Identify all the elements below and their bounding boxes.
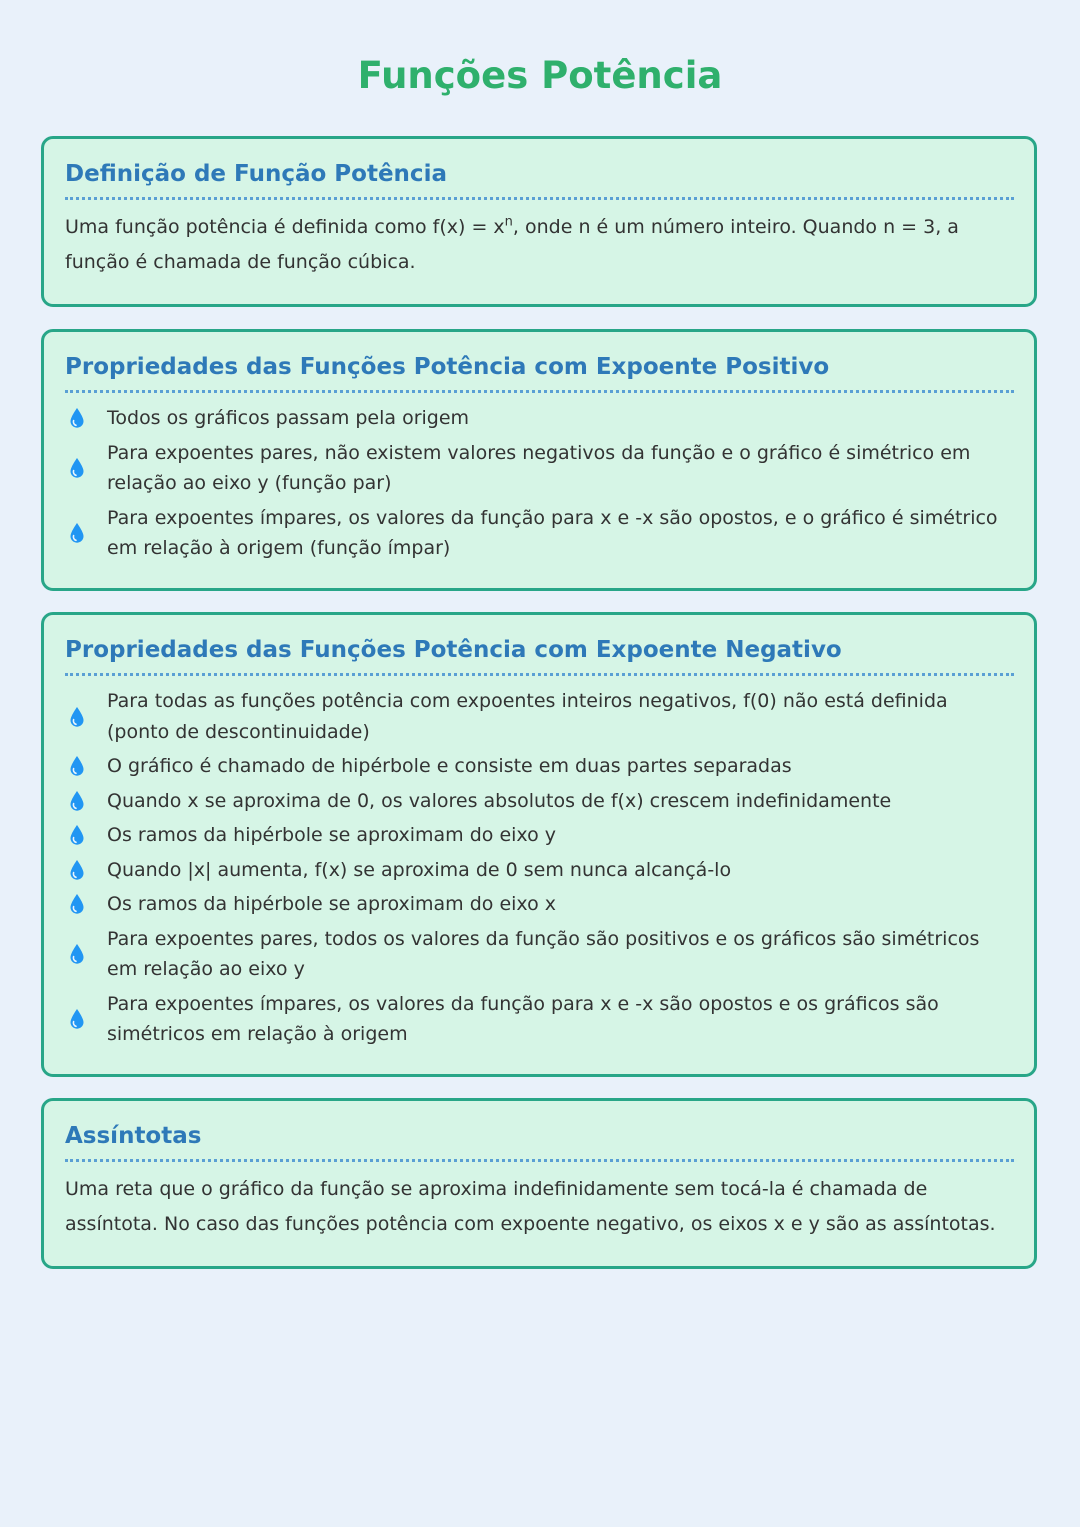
list-item <box>65 749 1014 784</box>
list-item <box>65 784 1014 819</box>
water-drop-icon <box>67 893 87 915</box>
asymptotes-text: Uma reta que o gráfico da função se aproxima indefinidamente sem tocá-la é chamada de assíntota. No caso das funções potência com expoente negativo, os eixos x e y são as assíntotas. <box>65 1178 996 1235</box>
list-item-text: Para expoentes ímpares, os valores da função para x e -x são opostos e os gráficos são simétricos em relação à origem <box>107 992 939 1045</box>
list-item <box>65 501 1014 566</box>
water-drop-icon <box>67 755 87 777</box>
positive-exponent-card <box>41 329 1037 591</box>
water-drop-icon <box>67 1008 87 1030</box>
definition-text-after: , onde n é um número inteiro. Quando n = 3, a função é chamada de função cúbica. <box>65 216 959 273</box>
page-title: Funções Potência <box>357 54 723 97</box>
list-item <box>65 401 1014 436</box>
definition-text-before: Uma função potência é definida como f(x) = x <box>65 216 505 238</box>
list-item-text: Os ramos da hipérbole se aproximam do eixo x <box>107 893 556 915</box>
positive-list <box>65 401 1014 566</box>
negative-heading: Propriedades das Funções Potência com Expoente Negativo <box>65 635 1014 676</box>
water-drop-icon <box>67 790 87 812</box>
list-item-text: O gráfico é chamado de hipérbole e consiste em duas partes separadas <box>107 755 792 777</box>
definition-heading: Definição de Função Potência <box>65 159 1014 200</box>
list-item-text: Para expoentes pares, todos os valores da função são positivos e os gráficos são simétricos em relação ao eixo y <box>107 927 980 980</box>
list-item <box>65 436 1014 501</box>
list-item <box>65 887 1014 922</box>
definition-text <box>65 210 1014 280</box>
list-item-text: Quando |x| aumenta, f(x) se aproxima de 0 sem nunca alcançá-lo <box>107 858 732 881</box>
definition-card <box>41 136 1037 307</box>
list-item <box>65 987 1014 1052</box>
positive-heading: Propriedades das Funções Potência com Expoente Positivo <box>65 352 1014 393</box>
water-drop-icon <box>67 407 87 429</box>
list-item-text: Os ramos da hipérbole se aproximam do eixo y <box>107 824 556 846</box>
negative-list <box>65 684 1014 1052</box>
water-drop-icon <box>67 859 87 881</box>
water-drop-icon <box>67 706 87 728</box>
list-item-text: Todos os gráficos passam pela origem <box>107 407 470 429</box>
water-drop-icon <box>67 943 87 965</box>
list-item <box>65 853 1014 888</box>
list-item-text: Para expoentes pares, não existem valores negativos da função e o gráfico é simétrico em relação ao eixo y (função par) <box>107 441 971 494</box>
asymptotes-heading: Assíntotas <box>65 1121 1014 1162</box>
water-drop-icon <box>67 522 87 544</box>
exponent-n: n <box>504 214 513 230</box>
negative-exponent-card <box>41 612 1037 1077</box>
list-item-text: Para expoentes ímpares, os valores da função para x e -x são opostos, e o gráfico é simétrico em relação à origem (função ímpar) <box>107 506 998 559</box>
list-item-text: Quando x se aproxima de 0, os valores absolutos de f(x) crescem indefinidamente <box>107 789 892 812</box>
list-item <box>65 922 1014 987</box>
water-drop-icon <box>67 824 87 846</box>
list-item-text: Para todas as funções potência com expoentes inteiros negativos, f(0) não está definida (ponto de descontinuidade) <box>107 690 948 743</box>
asymptotes-card <box>41 1098 1037 1269</box>
list-item <box>65 684 1014 749</box>
list-item <box>65 818 1014 853</box>
water-drop-icon <box>67 457 87 479</box>
